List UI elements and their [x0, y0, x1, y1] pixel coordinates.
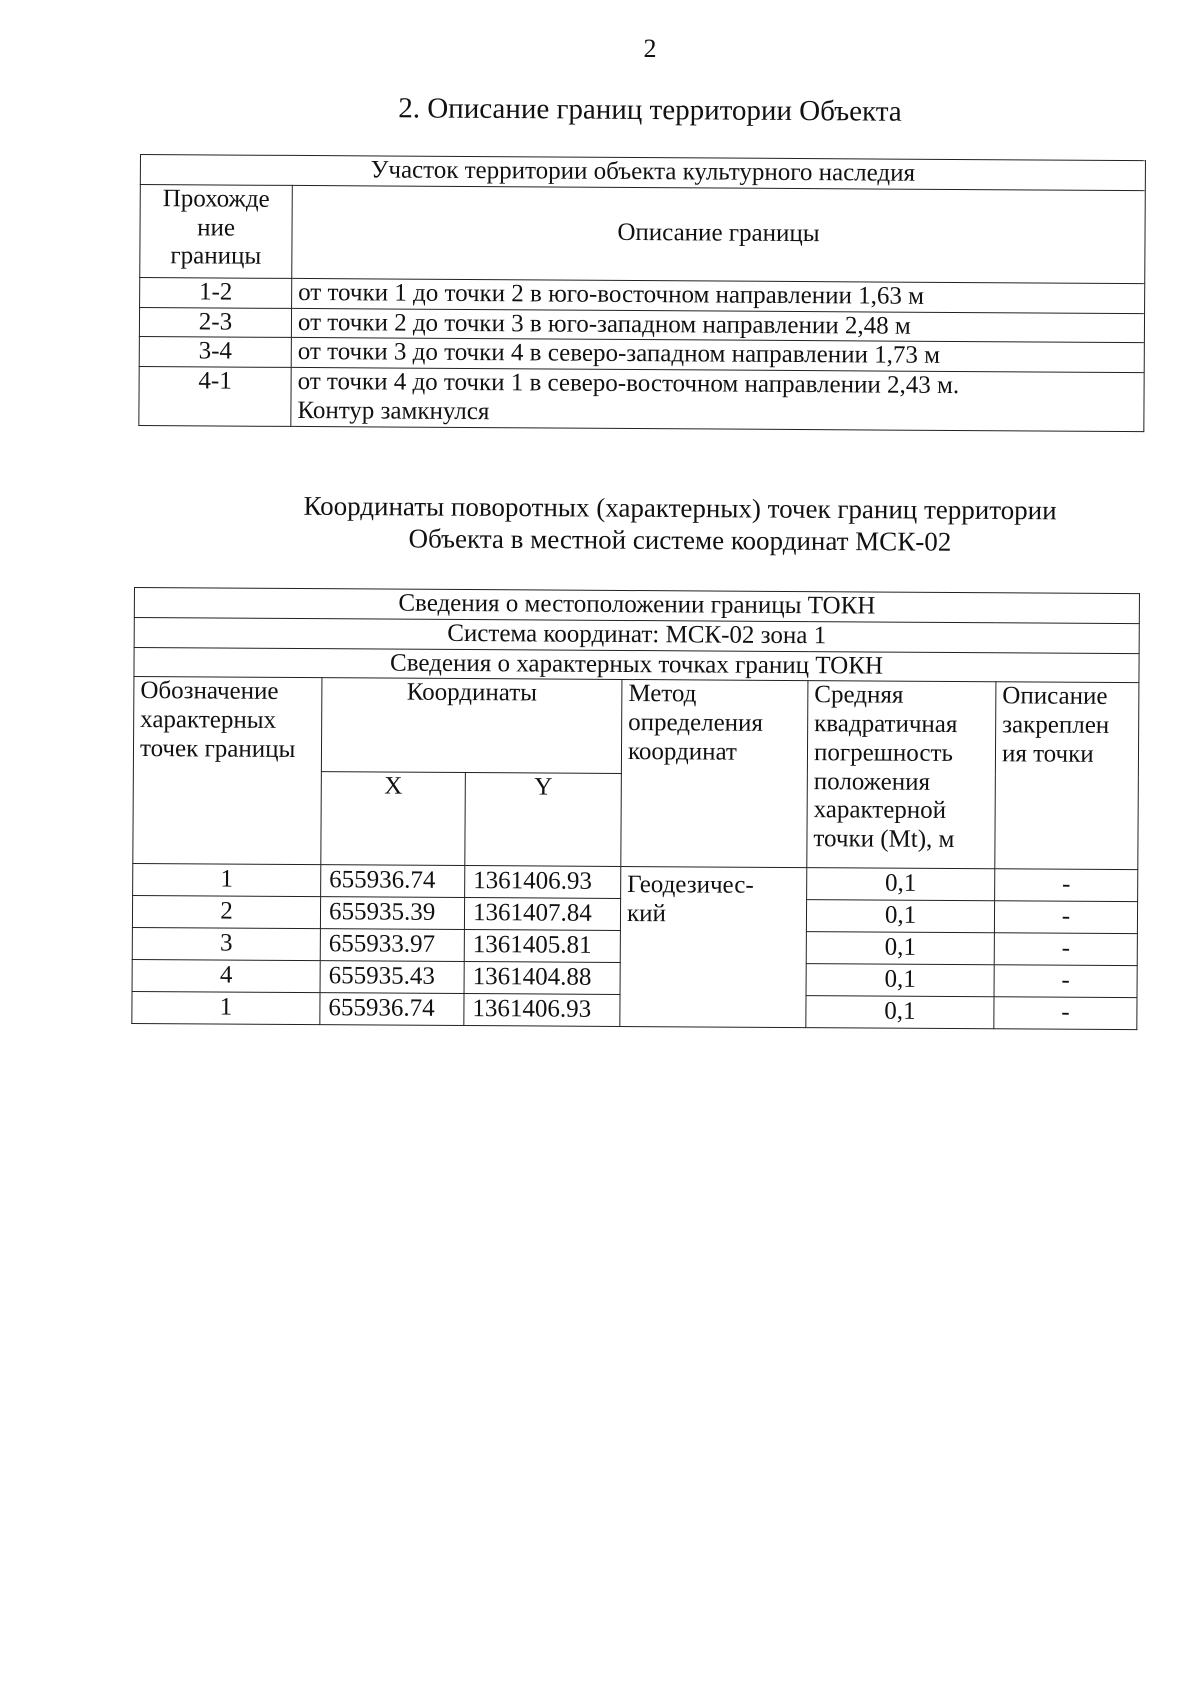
y-cell: 1361407.84 [464, 898, 620, 931]
coordinates-title [250, 489, 1110, 559]
x-cell: 655935.39 [320, 897, 464, 930]
error-column-header: Средняя квадратичная погрешность положения характерной точки (Mt), м [807, 681, 996, 869]
point-cell: 2 [132, 896, 320, 929]
description-cell [291, 367, 1144, 431]
coords-caption-location: Сведения о местоположении границы ТОКН [134, 588, 1139, 624]
error-cell: 0,1 [806, 932, 994, 965]
x-cell: 655936.74 [320, 993, 464, 1026]
fixing-cell: - [994, 965, 1137, 998]
coordinates-title-line: Объекта в местной системе координат МСК-02 [408, 523, 952, 558]
boundary-description-table [138, 154, 1146, 432]
segment-cell: 2-3 [139, 307, 291, 338]
x-cell: 655933.97 [320, 929, 464, 962]
fixing-cell: - [995, 869, 1138, 902]
y-column-header: Y [465, 772, 622, 866]
x-cell: 655935.43 [320, 961, 464, 994]
segment-column-header [140, 184, 293, 278]
y-cell: 1361404.88 [464, 962, 620, 995]
segment-cell: 3-4 [139, 337, 291, 368]
section-title: 2. Описание границ территории Объекта [398, 92, 902, 128]
coords-caption-system: Система координат: МСК-02 зона 1 [134, 617, 1139, 653]
point-cell: 1 [133, 864, 321, 897]
fixing-header-line: ия точки [1001, 740, 1094, 768]
method-cell [620, 867, 807, 1028]
description-cell: от точки 3 до точки 4 в северо-западном направлении 1,73 м [291, 338, 1144, 373]
point-cell: 3 [132, 928, 320, 961]
error-cell: 0,1 [806, 900, 994, 933]
x-cell: 655936.74 [321, 865, 465, 898]
segment-cell: 1-2 [140, 277, 292, 308]
boundary-table-caption: Участок территории объекта культурного наследия [140, 155, 1145, 191]
point-cell: 4 [132, 960, 320, 993]
fixing-header-line: закреплен [1002, 711, 1110, 739]
segment-header-line: границы [170, 242, 262, 270]
coordinates-title-line: Координаты поворотных (характерных) точек границ территории [303, 490, 1057, 526]
error-cell: 0,1 [806, 996, 994, 1029]
method-line: Геодезичес- [627, 871, 754, 900]
error-cell: 0,1 [807, 868, 995, 901]
fixing-cell: - [994, 933, 1137, 966]
fixing-cell: - [994, 901, 1137, 934]
point-column-header: Обозначение характерных точек границы [133, 677, 322, 865]
method-column-header: Метод определения координат [621, 680, 808, 868]
coords-caption-points: Сведения о характерных точках границ ТОКН [134, 647, 1139, 683]
table-row [139, 366, 1144, 431]
coordinates-table [131, 587, 1140, 1030]
method-line: кий [626, 900, 667, 928]
fixing-header-line: Описание [1002, 682, 1108, 711]
fixing-column-header [995, 682, 1139, 870]
description-line: от точки 4 до точки 1 в северо-восточном направлении 2,43 м. [297, 367, 960, 400]
segment-cell: 4-1 [139, 366, 291, 425]
y-cell: 1361406.93 [464, 994, 620, 1027]
error-cell: 0,1 [806, 964, 994, 997]
description-column-header: Описание границы [292, 185, 1146, 283]
description-line: Контур замкнулся [297, 396, 490, 425]
description-cell: от точки 2 до точки 3 в юго-западном направлении 2,48 м [291, 308, 1144, 343]
point-cell: 1 [132, 992, 320, 1025]
x-column-header: X [321, 771, 466, 865]
y-cell: 1361405.81 [464, 930, 620, 963]
y-cell: 1361406.93 [465, 866, 621, 899]
fixing-cell: - [994, 997, 1137, 1030]
segment-header-line: ние [197, 213, 236, 242]
coordinates-column-header: Координаты [321, 678, 622, 773]
segment-header-line: Прохожде [162, 184, 270, 213]
description-cell: от точки 1 до точки 2 в юго-восточном направлении 1,63 м [292, 278, 1145, 313]
page-number: 2 [643, 34, 657, 63]
